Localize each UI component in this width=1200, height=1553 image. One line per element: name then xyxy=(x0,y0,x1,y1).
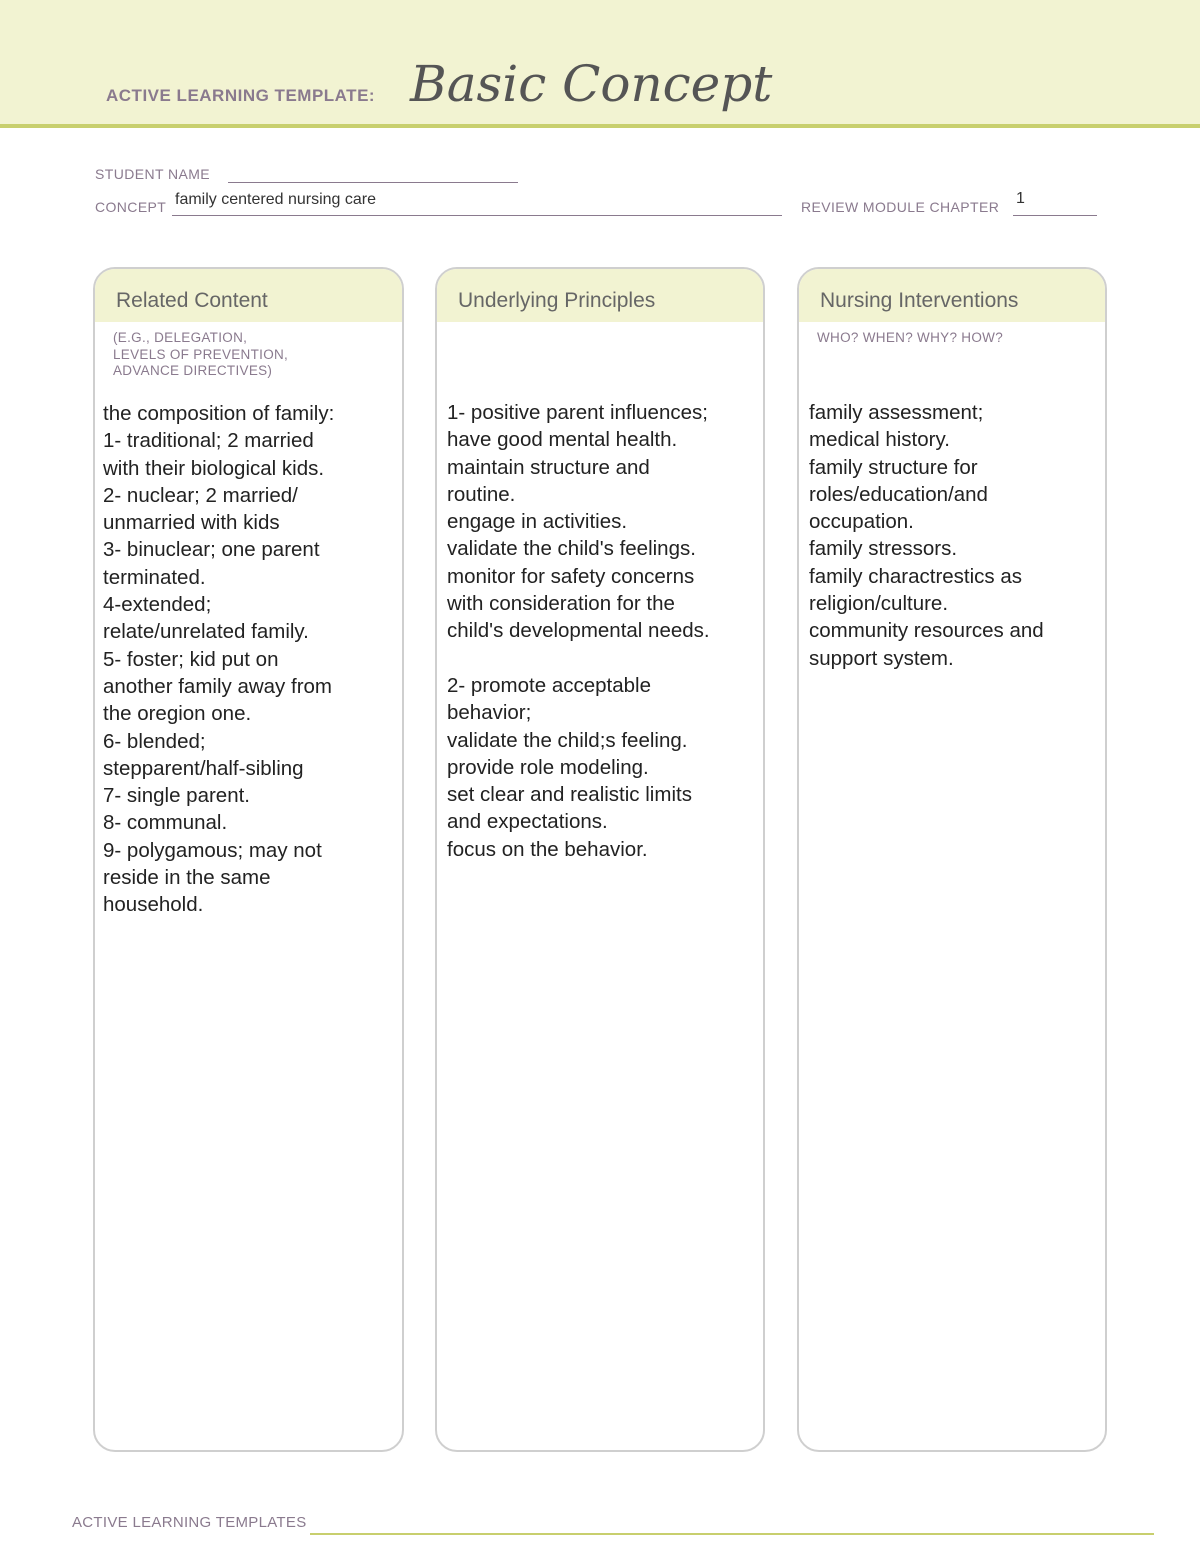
text-line: 8- communal. xyxy=(103,811,228,835)
underlying-principles-panel xyxy=(435,267,765,1452)
hint-line: ADVANCE DIRECTIVES) xyxy=(113,363,273,378)
text-line: 1- traditional; 2 married xyxy=(103,429,314,453)
text-line: 7- single parent. xyxy=(103,784,251,808)
text-line xyxy=(447,645,755,672)
footer-label: ACTIVE LEARNING TEMPLATES xyxy=(72,1514,307,1531)
text-line: terminated. xyxy=(103,565,206,589)
hint-line: (E.G., DELEGATION, xyxy=(113,330,248,345)
footer-divider xyxy=(310,1533,1154,1535)
nursing-interventions-text[interactable] xyxy=(809,399,1097,672)
text-line: family assessment; xyxy=(809,401,984,424)
text-line: 5- foster; kid put on xyxy=(103,647,279,671)
text-line: religion/culture. xyxy=(809,592,949,616)
text-line: 2- promote acceptable xyxy=(447,673,651,697)
hint-line: WHO? WHEN? WHY? HOW? xyxy=(817,330,1004,345)
text-line: family charactrestics as xyxy=(809,564,1023,588)
text-line: the oregion one. xyxy=(103,702,252,726)
text-line: routine. xyxy=(447,482,516,506)
related-content-text[interactable] xyxy=(103,400,394,919)
text-line: with consideration for the xyxy=(447,592,675,616)
hint-line: LEVELS OF PREVENTION, xyxy=(113,346,289,362)
header-divider xyxy=(0,124,1200,128)
text-line: unmarried with kids xyxy=(103,511,280,535)
text-line: reside in the same xyxy=(103,866,271,890)
student-name-field[interactable] xyxy=(228,181,518,183)
text-line: focus on the behavior. xyxy=(447,837,648,861)
text-line: with their biological kids. xyxy=(103,456,325,480)
text-line: 2- nuclear; 2 married/ xyxy=(103,483,298,507)
underlying-principles-title: Underlying Principles xyxy=(458,289,656,312)
text-line: medical history. xyxy=(809,428,950,452)
text-line: monitor for safety concerns xyxy=(447,564,695,588)
related-content-title: Related Content xyxy=(116,289,268,312)
text-line: roles/education/and xyxy=(809,482,988,506)
text-line: relate/unrelated family. xyxy=(103,620,309,644)
text-line: 9- polygamous; may not xyxy=(103,838,322,862)
review-module-field[interactable] xyxy=(1013,214,1097,216)
text-line: community resources and xyxy=(809,619,1044,643)
text-line: set clear and realistic limits xyxy=(447,783,692,807)
text-line: behavior; xyxy=(447,701,532,725)
text-line: provide role modeling. xyxy=(447,755,649,779)
text-line: family structure for xyxy=(809,455,978,479)
text-line: stepparent/half-sibling xyxy=(103,756,304,780)
template-label: ACTIVE LEARNING TEMPLATE: xyxy=(106,86,376,105)
concept-label: CONCEPT xyxy=(95,199,167,215)
related-content-hint xyxy=(113,330,288,380)
text-line: engage in activities. xyxy=(447,510,628,534)
related-content-panel xyxy=(93,267,404,1452)
text-line: child's developmental needs. xyxy=(447,619,710,643)
text-line: validate the child;s feeling. xyxy=(447,728,688,752)
text-line: 6- blended; xyxy=(103,729,206,753)
text-line: household. xyxy=(103,893,204,917)
text-line: maintain structure and xyxy=(447,455,650,479)
text-line: validate the child's feelings. xyxy=(447,537,696,561)
review-module-label: REVIEW MODULE CHAPTER xyxy=(801,199,1000,215)
template-title: Basic Concept xyxy=(410,55,773,113)
text-line: 3- binuclear; one parent xyxy=(103,538,320,562)
nursing-interventions-title: Nursing Interventions xyxy=(820,289,1019,312)
review-module-value: 1 xyxy=(1016,190,1025,207)
concept-value: family centered nursing care xyxy=(175,191,376,208)
text-line: another family away from xyxy=(103,674,333,698)
concept-field[interactable] xyxy=(172,214,782,216)
nursing-interventions-hint xyxy=(817,330,1003,347)
nursing-interventions-panel xyxy=(797,267,1107,1452)
text-line: support system. xyxy=(809,646,954,670)
underlying-principles-text[interactable] xyxy=(447,399,755,863)
text-line: occupation. xyxy=(809,510,914,534)
text-line: 1- positive parent influences; xyxy=(447,401,708,424)
text-line: the composition of family: xyxy=(103,402,335,425)
student-name-label: STUDENT NAME xyxy=(95,166,210,182)
text-line: family stressors. xyxy=(809,537,958,561)
text-line: have good mental health. xyxy=(447,428,678,452)
text-line: 4-extended; xyxy=(103,593,212,617)
text-line: and expectations. xyxy=(447,810,608,834)
